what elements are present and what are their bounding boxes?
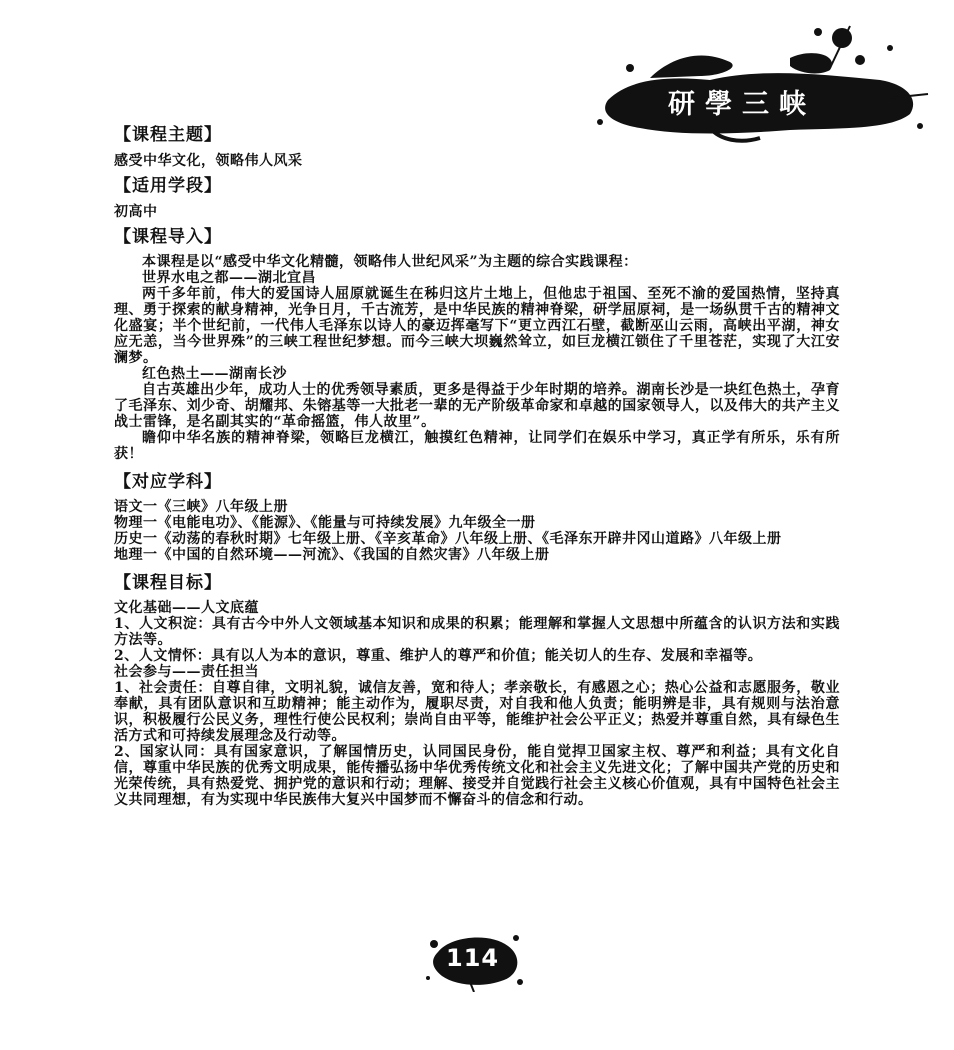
level-heading: 【适用学段】 <box>114 176 222 196</box>
goal-item-1: 1、人文积淀：具有古今中外人文领域基本知识和成果的积累；能理解和掌握人文思想中所蕴含的认识方法和实践方法等。 <box>114 616 840 648</box>
level-text: 初高中 <box>114 204 158 220</box>
intro-paragraph-1: 本课程是以“感受中华文化精髓，领略伟人世纪风采”为主题的综合实践课程： <box>142 254 638 270</box>
brand-title: 研學三峡 <box>668 89 816 120</box>
subject-physics: 物理一《电能电功》、《能源》、《能量与可持续发展》九年级全一册 <box>114 515 536 531</box>
goal-item-3: 1、社会责任：自尊自律，文明礼貌，诚信友善，宽和待人；孝亲敬长，有感恩之心；热心公益和志愿服务，敬业奉献，具有团队意识和互助精神；能主动作为，履职尽责，对自我和他人负责；能明辨是非，具有规则与法治意识，积极履行公民义务，理性行使公民权利；崇尚自由平等，能维护社会公平正义；热爱并尊重自然，具有绿色生活方式和可持续发展理念及行动等。 <box>114 680 840 744</box>
goal-heading: 【课程目标】 <box>114 573 222 593</box>
intro-paragraph-4: 瞻仰中华名族的精神脊梁，领略巨龙横江，触摸红色精神，让同学们在娱乐中学习，真正学有所乐，乐有所获！ <box>114 430 840 462</box>
intro-subtitle-yichang: 世界水电之都——湖北宜昌 <box>142 270 316 286</box>
subject-history: 历史一《动荡的春秋时期》七年级上册、《辛亥革命》八年级上册、《毛泽东开辟井冈山道路》八年级上册 <box>114 531 782 547</box>
goal-subtitle-society: 社会参与——责任担当 <box>114 664 259 680</box>
goal-item-2: 2、人文情怀：具有以人为本的意识，尊重、维护人的尊严和价值；能关切人的生存、发展和幸福等。 <box>114 648 763 664</box>
goal-item-4: 2、国家认同：具有国家意识，了解国情历史，认同国民身份，能自觉捍卫国家主权、尊严和利益；具有文化自信，尊重中华民族的优秀文明成果，能传播弘扬中华优秀传统文化和社会主义先进文化；了解中国共产党的历史和光荣传统，具有热爱党、拥护党的意识和行动；理解、接受并自觉践行社会主义核心价值观，具有中国特色社会主义共同理想，有为实现中华民族伟大复兴中国梦而不懈奋斗的信念和行动。 <box>114 744 840 808</box>
intro-subtitle-changsha: 红色热土——湖南长沙 <box>142 366 287 382</box>
intro-paragraph-3: 自古英雄出少年，成功人士的优秀领导素质，更多是得益于少年时期的培养。湖南长沙是一块红色热土，孕育了毛泽东、刘少奇、胡耀邦、朱镕基等一大批老一辈的无产阶级革命家和卓越的国家领导人，以及伟大的共产主义战士雷锋，是名副其实的“革命摇篮，伟人故里”。 <box>114 382 840 430</box>
subject-geography: 地理一《中国的自然环境——河流》、《我国的自然灾害》八年级上册 <box>114 547 550 563</box>
intro-heading: 【课程导入】 <box>114 227 222 247</box>
topic-heading: 【课程主题】 <box>114 125 222 145</box>
intro-paragraph-2: 两千多年前，伟大的爱国诗人屈原就诞生在秭归这片土地上，但他忠于祖国、至死不渝的爱国热情，坚持真理、勇于探索的献身精神，光争日月，千古流芳，是中华民族的精神脊梁，研学屈原祠，是一场纵贯千古的精神文化盛宴；半个世纪前，一代伟人毛泽东以诗人的豪迈挥毫写下“更立西江石壁，截断巫山云雨，高峡出平湖，神女应无恙，当今世界殊”的三峡工程世纪梦想。而今三峡大坝巍然耸立，如巨龙横江锁住了千里苍茫，实现了大江安澜梦。 <box>114 286 840 366</box>
goal-subtitle-culture: 文化基础——人文底蕴 <box>114 600 259 616</box>
page-content <box>114 123 840 808</box>
page-number: 114 <box>446 944 500 972</box>
topic-text: 感受中华文化，领略伟人风采 <box>114 153 303 169</box>
subject-heading: 【对应学科】 <box>114 472 222 492</box>
subject-chinese: 语文一《三峡》八年级上册 <box>114 499 288 515</box>
